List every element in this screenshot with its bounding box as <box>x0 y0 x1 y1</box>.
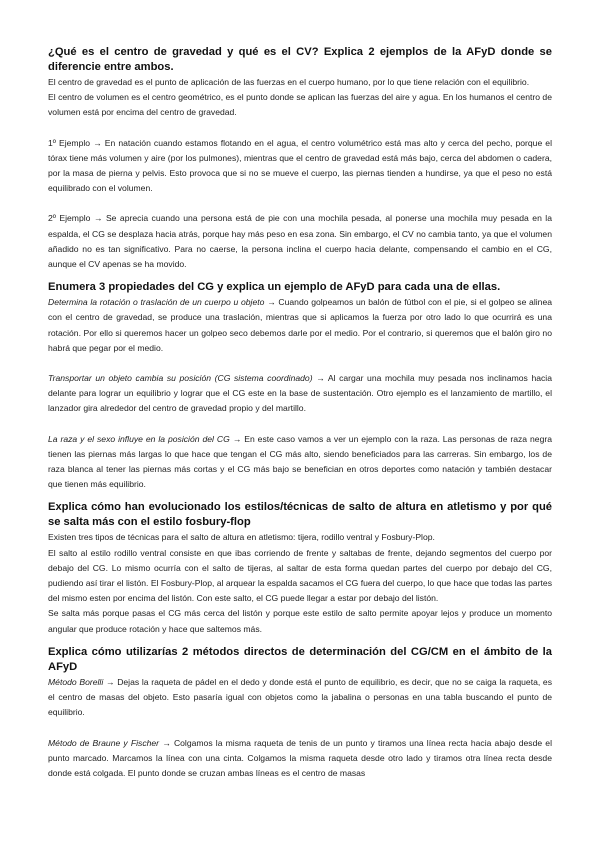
question-4-heading: Explica cómo utilizarías 2 métodos directos de determinación del CG/CM en el ámbito de la AFyD <box>48 645 552 673</box>
property-2-text: → Al cargar una mochila muy pesada nos inclinamos hacia delante para lograr un equilibrio y lograr que el CG este en la base de sustentación. Otro ejemplo es el lanzamiento de martillo, el lanzador gira alrededor del centro de gravedad propio y del martillo. <box>48 373 552 414</box>
question-1-example-1: 1º Ejemplo → En natación cuando estamos flotando en el agua, el centro volumétrico está mas alto y cerca del pecho, porque el tórax tiene más volumen y aire (por los pulmones), mientras que el centro de gravedad está más bajo, cerca del abdomen o cadera, por la masa de pierna y pelvis. Esto provoca que si no se mueve el cuerpo, las piernas tienden a hundirse, ya que el peso no está equilibrado con el volumen. <box>48 137 552 194</box>
question-4-method-1 <box>48 675 552 721</box>
question-3-paragraph-1: Existen tres tipos de técnicas para el salto de altura en atletismo: tijera, rodillo ventral y Fosbury-Plop. <box>48 532 435 543</box>
property-1-title: Determina la rotación o traslación de un cuerpo u objeto <box>48 297 265 308</box>
property-1-text: → Cuando golpeamos un balón de fútbol con el pie, si el golpeo se alinea con el centro de gravedad, se produce una traslación, mientras que si aplicamos la fuerza por otro lado lo que ocurrirá es una rotación. Por ello si queremos hacer un golpeo seco debemos darle por el medio. Por el contrario, si queremos que el balón giro no habrá que pegar por el medio. <box>48 297 552 353</box>
question-1-heading: ¿Qué es el centro de gravedad y qué es el CV? Explica 2 ejemplos de la AFyD donde se diferencie entre ambos. <box>48 46 552 73</box>
property-3-title: La raza y el sexo influye en la posición del CG <box>48 433 230 444</box>
question-3-paragraph-3: Se salta más porque pasas el CG más cerca del listón y porque este estilo de salto permite apoyar lejos y produce un momento angular que produce rotación y hace que saltemos más. <box>48 608 552 634</box>
property-2-title: Transportar un objeto cambia su posición (CG sistema coordinado) <box>48 373 313 384</box>
question-2-property-1 <box>48 295 552 356</box>
question-1-paragraph-2: El centro de volumen es el centro geométrico, es el punto donde se aplican las fuerzas del aire y agua. En los humanos el centro de volumen está por encima del centro de gravedad. <box>48 92 552 118</box>
question-4-method-2 <box>48 736 552 782</box>
method-1-text: → Dejas la raqueta de pádel en el dedo y donde está el punto de equilibrio, es decir, que no se caiga la raqueta, es el centro de masas del objeto. Esto pasaría igual con objetos como la jabalina o personas en una tabla buscando el punto de equilibrio. <box>48 676 553 718</box>
question-2-property-3 <box>48 432 552 493</box>
property-3-text: → En este caso vamos a ver un ejemplo con la raza. Las personas de raza negra tienen las piernas más largas lo que hace que tengan el CG más alto, siendo beneficiados para las carreras. Sin embargo, los de raza blanca al tener las piernas más cortas y el CG más bajo se benefician en otros deportes como natación y también destacar que tienen más equilibrio. <box>48 433 552 490</box>
question-2-property-2 <box>48 371 552 417</box>
method-1-title: Método Borelli <box>48 676 104 687</box>
question-2-heading: Enumera 3 propiedades del CG y explica un ejemplo de AFyD para cada una de ellas. <box>48 281 501 294</box>
question-3-heading: Explica cómo han evolucionado los estilos/técnicas de salto de altura en atletismo y por qué se salta más con el estilo fosbury-flop <box>48 501 552 529</box>
question-1-paragraph-1: El centro de gravedad es el punto de aplicación de las fuerzas en el cuerpo humano, por lo que tiene relación con el equilibrio. <box>48 77 530 87</box>
question-3-paragraph-2: El salto al estilo rodillo ventral consiste en que ibas corriendo de frente y saltabas de frente, dejando segmentos del cuerpo por debajo del CG. Lo mismo ocurría con el salto de tijeras, al saltar de esta forma quedan partes del cuerpo por debajo del CG, pudiendo así tirar el listón. El Fosbury-Plop, al arquear la espalda sacamos el CG fuera del cuerpo, lo que hace que todas las partes del mismo esten por encima del listón. Con este salto, el CG puede llegar a estar por debajo del listón. <box>48 547 552 604</box>
method-2-text: → Colgamos la misma raqueta de tenis de un punto y tiramos una línea recta hacia abajo desde el punto marcado. Marcamos la línea con una cinta. Colgamos la misma raqueta desde otro lado y tiramos otra línea recta desde donde está colgada. El punto donde se cruzan ambas líneas es el centro de masas <box>48 737 552 778</box>
question-1-example-2: 2º Ejemplo → Se aprecia cuando una persona está de pie con una mochila pesada, al ponerse una mochila muy pesada en la espalda, el CG se desplaza hacia atrás, porque hay más peso en esa zona. Sin embargo, el CV no cambia tanto, ya que el volumen añadido no es tan significativo. Para no caerse, la persona inclina el cuerpo hacia delante, compensando el cambio en el CG, aunque el CV apenas se ha movido. <box>48 213 552 270</box>
method-2-title: Método de Braune y Fischer <box>48 737 160 748</box>
